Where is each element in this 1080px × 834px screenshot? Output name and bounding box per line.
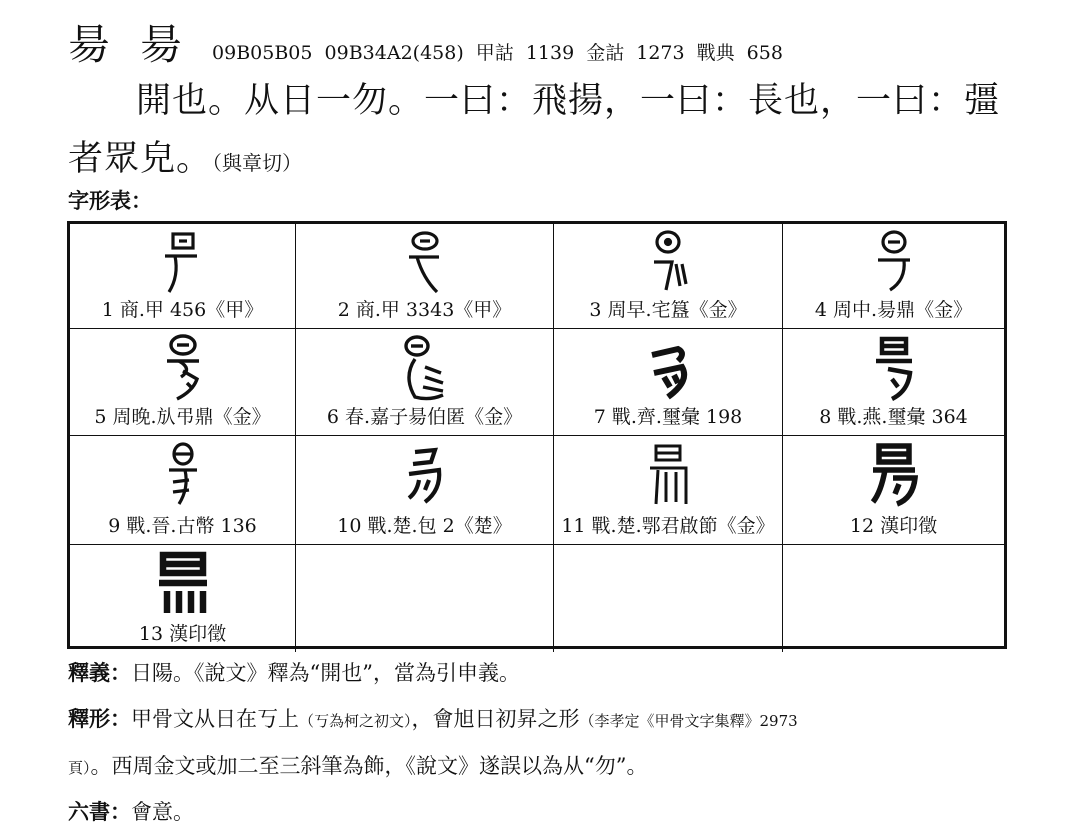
coin-glyph-icon — [153, 440, 213, 512]
glyph-cell — [554, 224, 783, 329]
glyph-caption: 2 商.甲 3343《甲》 — [337, 299, 512, 321]
fanqie-reading: （與章切） — [212, 151, 303, 175]
liushu-text: 會意。 — [131, 800, 194, 824]
glyph-cell — [296, 224, 554, 329]
chu-glyph-icon — [395, 440, 455, 512]
seal-character: 昜 — [68, 20, 111, 69]
glyph-cell — [783, 329, 1004, 436]
empty-cell — [554, 545, 783, 652]
glyph-cell — [70, 224, 296, 329]
glyph-cell — [70, 545, 296, 652]
form-text-a: 甲骨文从日在丂上 — [131, 707, 299, 731]
entry-header — [68, 12, 783, 70]
glyph-cell — [296, 329, 554, 436]
glyph-caption: 5 周晚.㫃弔鼎《金》 — [94, 406, 271, 428]
glyph-table — [67, 221, 1007, 649]
empty-cell — [783, 545, 1004, 652]
bronze-glyph-icon — [393, 333, 457, 405]
oracle-glyph-icon — [395, 228, 455, 298]
bronze-glyph-icon — [153, 333, 213, 405]
bronze-glyph-icon — [864, 228, 924, 298]
glyph-table-label: 字形表： — [68, 189, 152, 213]
form-paragraph-continued — [68, 750, 648, 784]
han-seal-glyph-icon — [863, 440, 925, 512]
reference-codes: 09B05B05 09B34A2(458) 甲詁 1139 金詁 1273 戰典 658 — [212, 42, 783, 64]
han-seal-glyph-icon — [151, 549, 215, 621]
form-label: 釋形： — [68, 707, 131, 731]
glyph-caption: 6 春.嘉子昜伯匿《金》 — [326, 406, 523, 428]
bronze-glyph-icon — [638, 228, 698, 298]
head-character: 昜 — [140, 20, 183, 69]
meaning-label: 釋義： — [68, 661, 131, 685]
glyph-cell — [296, 436, 554, 545]
glyph-caption: 9 戰.晉.古幣 136 — [108, 515, 257, 537]
glyph-cell — [783, 436, 1004, 545]
oracle-glyph-icon — [153, 228, 213, 298]
glyph-cell — [70, 436, 296, 545]
definition-line-2: 者眾皃。 — [68, 139, 213, 179]
form-note-c: 頁） — [68, 759, 91, 777]
glyph-caption: 12 漢印徵 — [849, 515, 938, 537]
empty-cell — [296, 545, 554, 652]
glyph-caption: 8 戰.燕.璽彙 364 — [819, 406, 968, 428]
glyph-cell — [783, 224, 1004, 329]
liushu-label: 六書： — [68, 800, 131, 824]
form-note-a: （丂為柯之初文） — [299, 712, 412, 730]
form-note-b: （李孝定《甲骨文字集釋》2973 — [579, 712, 798, 730]
form-text-b: ，會旭日初昇之形 — [411, 707, 580, 731]
glyph-cell — [70, 329, 296, 436]
seal-glyph-icon — [638, 333, 698, 405]
glyph-caption: 3 周早.宅簋《金》 — [589, 299, 747, 321]
glyph-cell — [554, 436, 783, 545]
meaning-text: 日陽。《說文》釋為“開也”，當為引申義。 — [131, 661, 520, 685]
definition-line-1: 開也。从日一勿。一曰：飛揚，一曰：長也，一曰：彊 — [136, 81, 1001, 121]
form-text-c: 。西周金文或加二至三斜筆為飾，《說文》遂誤以為从“勿”。 — [90, 754, 648, 778]
seal-glyph-icon — [864, 333, 924, 405]
liushu-paragraph — [68, 796, 194, 828]
glyph-caption: 4 周中.昜鼎《金》 — [814, 299, 973, 321]
glyph-caption: 1 商.甲 456《甲》 — [101, 299, 264, 321]
glyph-caption: 13 漢印徵 — [138, 623, 227, 645]
shuowen-definition — [68, 72, 1018, 192]
glyph-caption: 7 戰.齊.璽彙 198 — [593, 406, 743, 428]
glyph-caption: 11 戰.楚.鄂君啟節《金》 — [561, 515, 775, 537]
meaning-paragraph — [68, 657, 520, 689]
glyph-cell — [554, 329, 783, 436]
form-paragraph — [68, 703, 798, 737]
bronze-glyph-icon — [638, 440, 698, 512]
glyph-caption: 10 戰.楚.包 2《楚》 — [337, 515, 512, 537]
